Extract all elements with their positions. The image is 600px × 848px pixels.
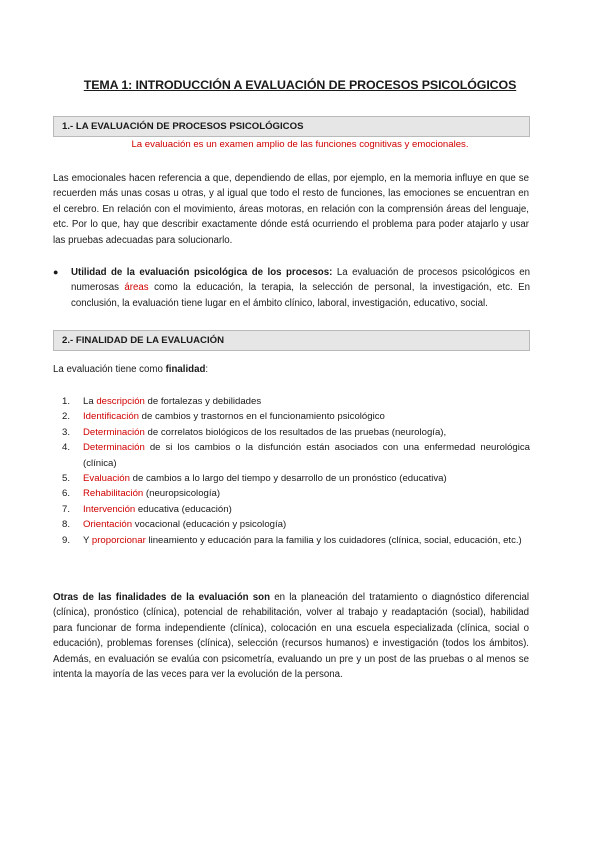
list-item-keyword: Determinación: [83, 426, 145, 438]
bullet-icon: ●: [53, 267, 59, 277]
list-item-rest: de correlatos biológicos de los resultados de las pruebas (neurología),: [144, 426, 447, 438]
utility-bullet-part-b: como la educación, la terapia, la selección de personal, la investigación, etc. En conclusión, la evaluación tiene lugar en el ámbito clínico, laboral, investigación, educativo, social.: [71, 282, 530, 309]
utility-bullet: [53, 265, 530, 311]
list-item-number: 7.: [62, 503, 71, 515]
list-item: [62, 502, 530, 517]
list-item-keyword: Determinación: [83, 442, 145, 454]
utility-bullet-lead: Utilidad de la evaluación psicológica de los procesos:: [71, 267, 333, 278]
list-item-number: 5.: [62, 473, 71, 485]
list-item-pre: Y: [83, 534, 92, 546]
list-item-rest: vocacional (educación y psicología): [132, 519, 287, 531]
list-item-keyword: Rehabilitación: [83, 488, 144, 500]
section-2-heading: 2.- FINALIDAD DE LA EVALUACIÓN: [53, 330, 530, 351]
list-item: [62, 440, 530, 471]
list-item-keyword: Identificación: [83, 411, 139, 423]
finalidad-list: [62, 394, 530, 548]
list-item-keyword: descripción: [96, 396, 145, 407]
list-item-rest: de si los cambios o la disfunción están asociados con una enfermedad neurológica (clínica): [83, 442, 530, 469]
list-item: [62, 517, 530, 532]
section-1-heading: 1.- LA EVALUACIÓN DE PROCESOS PSICOLÓGICOS: [53, 116, 530, 137]
list-item: [62, 409, 530, 424]
list-item-number: 4.: [62, 442, 71, 454]
list-item-rest: (neuropsicología): [143, 488, 221, 500]
list-item-rest: de cambios y trastornos en el funcionamiento psicológico: [139, 411, 385, 423]
finalidad-intro-bold: finalidad: [165, 364, 206, 375]
list-item: [62, 471, 530, 486]
list-item-rest: lineamiento y educación para la familia y los cuidadores (clínica, social, educación, etc.): [145, 534, 522, 546]
finalidad-intro-colon: :: [205, 364, 209, 375]
list-item-number: 3.: [62, 426, 71, 438]
emotions-paragraph: Las emocionales hacen referencia a que, dependiendo de ellas, por ejemplo, en la memoria influye en que se recuerden más unas cosas u otras, y al igual que todo el resto de funciones, las emociones se encuentran en el cerebro. En relación con el movimiento, áreas motoras, en relación con la comprensión áreas del lenguaje, etc. Por lo que, hay que describir exactamente dónde está ocurriendo el problema para poder atajarlo y usar las pruebas adecuadas para solucionarlo.: [53, 173, 529, 246]
utility-bullet-text: [71, 265, 530, 311]
utility-bullet-part-a: La evaluación de procesos psicológicos en numerosas: [71, 267, 531, 294]
list-item-rest: educativa (educación): [135, 503, 232, 515]
other-finalidades-lead: Otras de las finalidades de la evaluación son: [53, 592, 270, 603]
list-item-number: 8.: [62, 519, 71, 531]
finalidad-intro: [53, 362, 529, 377]
other-finalidades-text: en la planeación del tratamiento o diagnóstico diferencial (clínica), pronóstico (clínica), potencial de rehabilitación, volver al trabajo y readaptación (social), habilidad para funcionar de forma independiente (clínica), colocación en una escuela especializada (clínica, social o educación), problemas forenses (clínica), selección (recursos humanos) e investigación (todos los ámbitos). Además, en evaluación se evalúa con psicometría, evaluando un pre y un post de las pruebas o al menos se intenta la mayoría de las veces para ver la evolución de la persona.: [53, 592, 529, 681]
list-item-number: 6.: [62, 488, 71, 500]
list-item-number: 1.: [62, 396, 71, 407]
list-item: [62, 486, 530, 501]
areas-highlight: áreas: [124, 282, 149, 294]
list-item-keyword: Intervención: [83, 503, 136, 515]
list-item-keyword: Orientación: [83, 519, 133, 531]
other-finalidades-paragraph: [53, 590, 529, 682]
finalidad-intro-a: La evaluación tiene como: [53, 364, 166, 375]
document-title: TEMA 1: INTRODUCCIÓN A EVALUACIÓN DE PROCESOS PSICOLÓGICOS: [83, 78, 517, 92]
list-item-rest: de cambios a lo largo del tiempo y desarrollo de un pronóstico (educativa): [129, 473, 447, 485]
section-1-definition: La evaluación es un examen amplio de las funciones cognitivas y emocionales.: [131, 139, 469, 150]
list-item-number: 9.: [62, 534, 71, 546]
list-item-number: 2.: [62, 411, 71, 423]
list-item-pre: La: [83, 396, 97, 407]
list-item-rest: de fortalezas y debilidades: [144, 396, 262, 407]
list-item: [62, 533, 530, 548]
list-item-keyword: proporcionar: [91, 534, 146, 546]
list-item: [62, 394, 530, 409]
list-item-keyword: Evaluación: [83, 473, 130, 485]
list-item: [62, 425, 530, 440]
